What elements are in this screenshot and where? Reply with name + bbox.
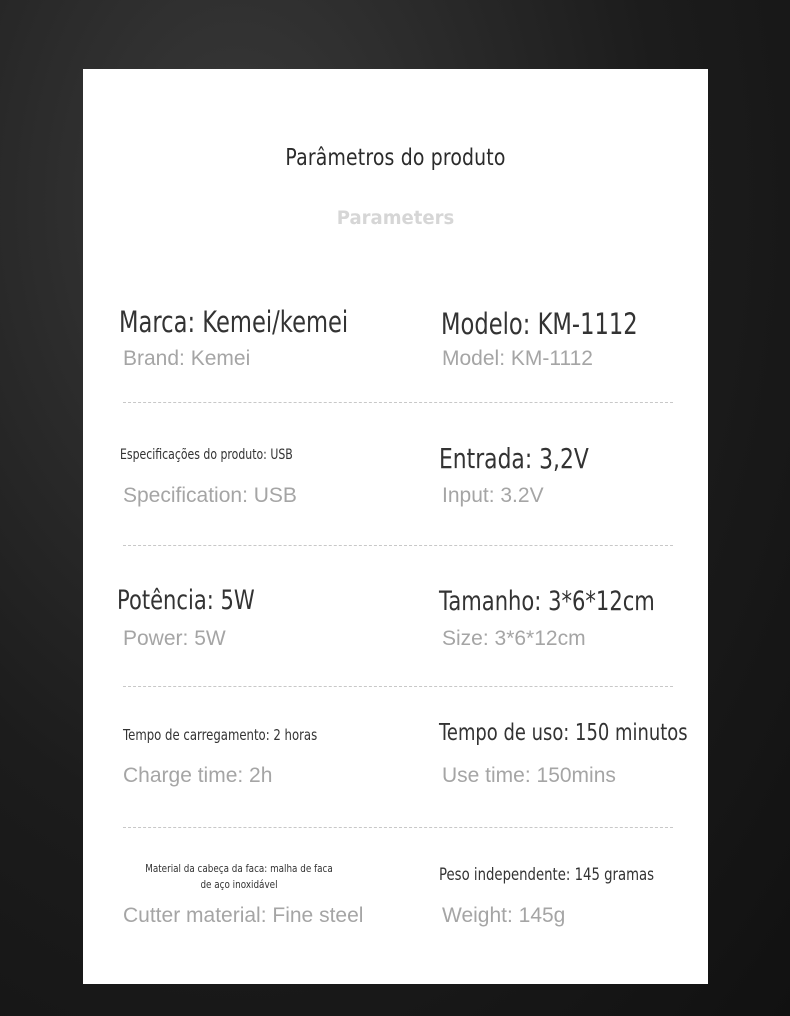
- page-title: Parâmetros do produto: [285, 145, 506, 171]
- param-power-en: Power: 5W: [123, 627, 226, 650]
- row-divider: [123, 545, 673, 546]
- param-input-pt: Entrada: 3,2V: [439, 442, 589, 475]
- param-use-time-en: Use time: 150mins: [442, 764, 616, 787]
- param-cutter-material-en: Cutter material: Fine steel: [123, 904, 364, 927]
- param-weight: [439, 865, 715, 885]
- param-cutter-material-pt: Material da cabeça da faca: malha de faca de aço inoxidável: [145, 862, 333, 891]
- param-input-en: Input: 3.2V: [442, 484, 544, 507]
- param-size-en: Size: 3*6*12cm: [442, 627, 586, 650]
- param-charge-time: [123, 726, 372, 744]
- page-subtitle: Parameters: [336, 207, 455, 229]
- param-use-time-pt: Tempo de uso: 150 minutos: [439, 720, 688, 746]
- param-weight-en: Weight: 145g: [442, 904, 566, 927]
- param-input: [439, 442, 631, 475]
- param-power-pt: Potência: 5W: [117, 585, 255, 616]
- param-power: [117, 585, 294, 616]
- param-size-pt: Tamanho: 3*6*12cm: [439, 586, 655, 617]
- row-divider: [123, 827, 673, 828]
- param-use-time: [439, 720, 758, 746]
- param-brand: [119, 305, 413, 339]
- param-specification-pt: Especificações do produto: USB: [120, 447, 293, 463]
- param-charge-time-pt: Tempo de carregamento: 2 horas: [123, 726, 318, 744]
- row-divider: [123, 686, 673, 687]
- param-charge-time-en: Charge time: 2h: [123, 764, 273, 787]
- param-brand-pt: Marca: Kemei/kemei: [119, 305, 349, 339]
- param-specification-en: Specification: USB: [123, 484, 297, 507]
- param-brand-en: Brand: Kemei: [123, 347, 251, 370]
- param-model-en: Model: KM-1112: [442, 347, 593, 370]
- param-model: [441, 307, 693, 341]
- parameters-card: [83, 69, 708, 984]
- param-weight-pt: Peso independente: 145 gramas: [439, 865, 655, 885]
- param-model-pt: Modelo: KM-1112: [441, 307, 638, 341]
- row-divider: [123, 402, 673, 403]
- param-specification: [120, 447, 341, 463]
- param-size: [439, 586, 716, 617]
